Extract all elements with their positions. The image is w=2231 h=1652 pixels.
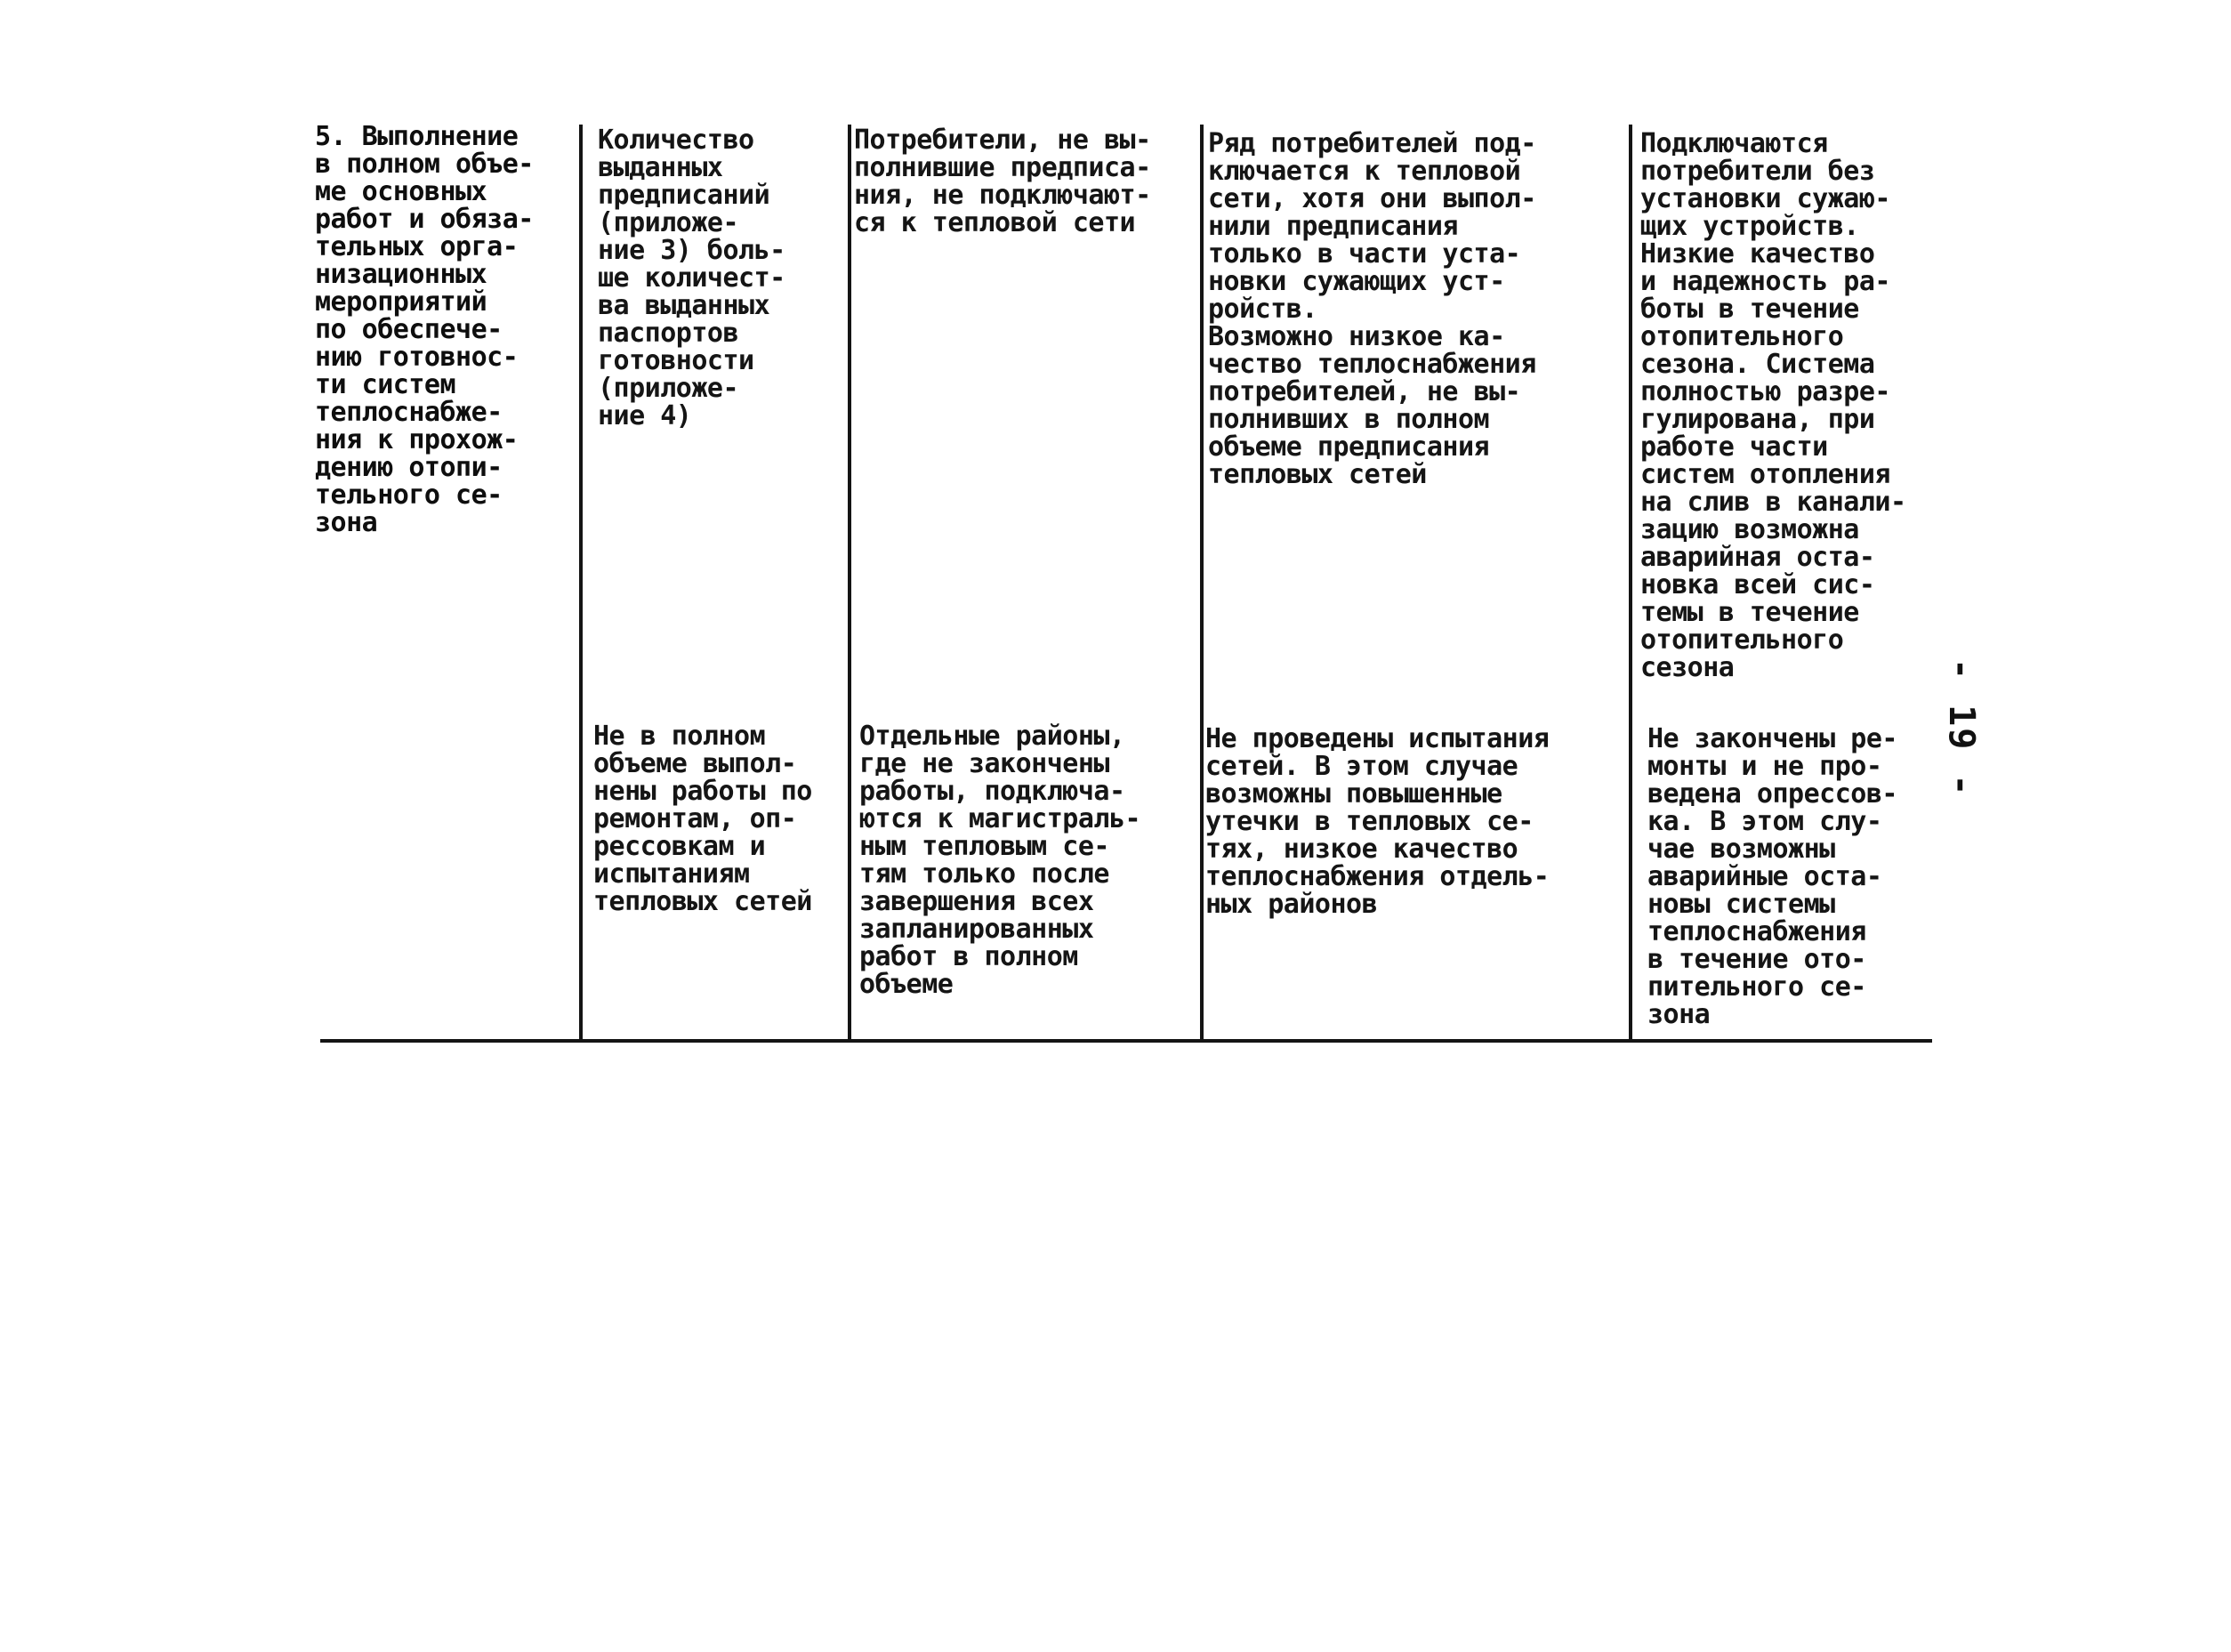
table-cell-measure: Отдельные районы, где не закончены работы, подключа- ются к магистраль- ным тепловым се- тям только после завершения всех запланированных работ в полном объеме [859,721,1141,1000]
table-column-divider [579,125,583,1043]
table-cell-measure: Потребители, не вы- полнившие предписа- ния, не подключают- ся к тепловой сети [854,125,1151,238]
table-cell-risk: Не закончены ре- монты и не про- ведена опрессов- ка. В этом слу- чае возможны аварийные оста- новы системы теплоснабжения в течение ото- пительного се- зона [1647,723,1897,1030]
table-cell-criterion: 5. Выполнение в полном объе- ме основных работ и обяза- тельных орга- низационных мероприятий по обеспече- нию готовнос- ти систем теплоснабже- ния к прохож- дению отопи- тельного се- зона [315,121,534,538]
table-cell-risk: Подключаются потребители без установки сужаю- щих устройств. Низкие качество и надежность ра- боты в течение отопительного сезона. Система полностью разре- гулирована, при работе части систем отопления на слив в канали- зацию возможна аварийная оста- новка всей сис- темы в течение отопительного сезона [1640,128,1906,683]
table-cell-indicator: Количество выданных предписаний (приложе- ние 3) боль- ше количест- ва выданных паспортов готовности (приложе- ние 4) [598,125,785,431]
table-cell-consequence: Не проведены испытания сетей. В этом случае возможны повышенные утечки в тепловых се- тях, низкое качество теплоснабжения отдель- ных районов [1205,723,1550,920]
table-column-divider [848,125,851,1043]
table-bottom-rule [320,1039,1932,1043]
page-number: - 19 - [1941,658,1982,798]
table-cell-indicator: Не в полном объеме выпол- нены работы по ремонтам, оп- рессовкам и испытаниям тепловых сетей [593,721,812,917]
table-column-divider [1200,125,1204,1043]
table-column-divider [1629,125,1632,1043]
table-cell-consequence: Ряд потребителей под- ключается к тепловой сети, хотя они выпол- нили предписания только в части уста- новки сужающих уст- ройств. Возможно низкое ка- чество теплоснабжения потребителей, не вы- полнивших в полном объеме предписания тепловых сетей [1208,128,1536,490]
